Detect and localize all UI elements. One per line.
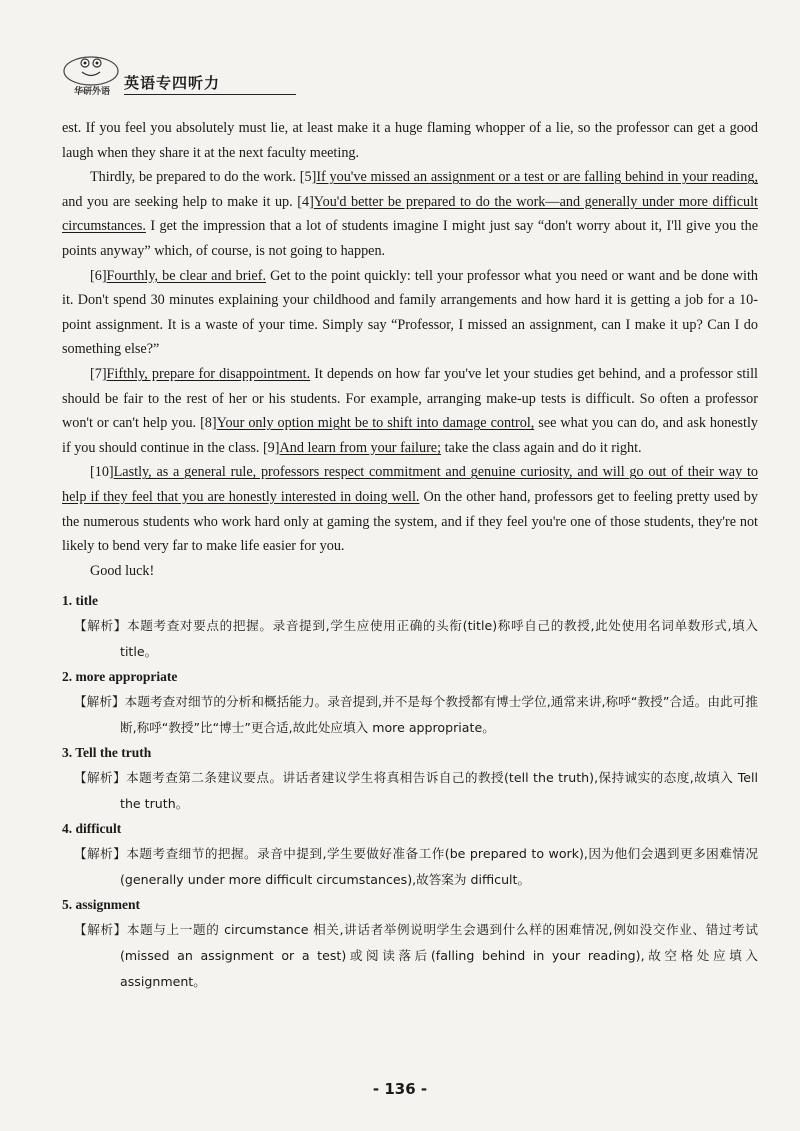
explanation-text: 本题考查对细节的分析和概括能力。录音提到,并不是每个教授都有博士学位,通常来讲,称呼“教授”合适。由此可推断,称呼“教授”比“博士”更合适,故此处应填入 more appropriate。: [120, 694, 759, 736]
passage-paragraph: [62, 559, 758, 584]
passage-paragraph: [62, 165, 758, 263]
answer-number: 5.: [62, 897, 73, 913]
underlined-key-sentence: Your only option might be to shift into damage control,: [216, 415, 535, 432]
answer-number: 3.: [62, 745, 73, 761]
explanation-tag: 【解析】: [74, 922, 127, 938]
explanation-text: 本题考查细节的把握。录音中提到,学生要做好准备工作(be prepared to work),因为他们会遇到更多困难情况(generally under more difficult circumstances),故答案为 difficult。: [120, 846, 758, 888]
underlined-key-sentence: You'd better be prepared to do the work—and generally under more difficult circumstances.: [62, 193, 758, 235]
passage-text-segment: Get to the point quickly: tell your professor what you need or want and be done with it. Don't spend 30 minutes explaining your childhood and family arrangements and how hard it is getting a job for a 10-point assignment. It is a waste of your time. Simply say “Professor, I missed an assignment, can I make it up? Can I do something else?”: [62, 267, 759, 358]
answer-explanation: [62, 841, 758, 893]
logo-text: 华研外语: [73, 87, 110, 97]
answer-word: title: [75, 593, 98, 609]
answer-explanation: [62, 613, 758, 665]
passage-text-segment: On the other hand, professors get to feeling pretty used by the numerous students who work hard only at gaming the system, and if they feel you're one of those students, they're not likely to bend very far to make life easier for you.: [62, 488, 758, 555]
passage-text-segment: [6]: [90, 267, 107, 284]
answer-heading: [62, 665, 758, 689]
passage-text-segment: est. If you feel you absolutely must lie, at least make it a huge flaming whopper of a lie, so the professor can get a good laugh when they share it at the next faculty meeting.: [62, 120, 758, 161]
passage-paragraph: [62, 264, 758, 362]
answer-word: assignment: [75, 897, 141, 913]
passage-paragraph: [62, 460, 758, 558]
underlined-key-sentence: Lastly, as a general rule, professors respect commitment and genuine curiosity, and will go out of their way to help if they feel that you are honestly interested in doing well.: [62, 464, 758, 505]
answer-explanation: [62, 917, 758, 995]
main-content: [62, 116, 758, 995]
explanation-tag: 【解析】: [74, 618, 127, 634]
underlined-key-sentence: And learn from your failure;: [279, 439, 442, 456]
explanation-text: 本题考查对要点的把握。录音提到,学生应使用正确的头衔(title)称呼自己的教授,此处使用名词单数形式,填入 title。: [120, 618, 758, 660]
answer-heading: [62, 893, 758, 917]
book-title: 英语专四听力: [124, 74, 221, 92]
answer-heading: [62, 741, 758, 765]
passage-text-segment: Thirdly, be prepared to do the work. [5]: [90, 169, 317, 186]
passage-text-segment: It depends on how far you've let your studies get behind, and a professor still should be fair to the rest of her or his students. For example, arranging make-up tests is difficult. So often a professor won't or can't help you. [8]: [62, 365, 758, 432]
page-number: - 136 -: [372, 1080, 428, 1098]
passage-text-segment: and you are seeking help to make it up. [4]: [62, 193, 314, 210]
passage-paragraph: [62, 116, 758, 165]
passage-paragraph: [62, 362, 758, 460]
answer-explanation: [62, 689, 758, 741]
answer-word: more appropriate: [75, 669, 178, 685]
explanation-text: 本题考查第二条建议要点。讲话者建议学生将真相告诉自己的教授(tell the truth),保持诚实的态度,故填入 Tell the truth。: [120, 770, 758, 812]
answer-number: 4.: [62, 821, 73, 837]
publisher-logo: [60, 52, 122, 98]
answer-explanation: [62, 765, 758, 817]
passage-text: [62, 116, 758, 583]
passage-text-segment: take the class again and do it right.: [441, 439, 642, 456]
frog-mascot-icon: [60, 52, 122, 86]
explanation-text: 本题与上一题的 circumstance 相关,讲话者举例说明学生会遇到什么样的困难情况,例如没交作业、错过考试(missed an assignment or a test)或阅读落后(falling behind in your reading),故空格处应填入 assignment。: [120, 922, 758, 990]
passage-text-segment: [7]: [90, 365, 107, 382]
answer-word: Tell the truth: [75, 745, 152, 761]
answer-number: 1.: [62, 593, 73, 609]
answer-word: difficult: [75, 821, 122, 837]
answer-key: [62, 589, 758, 995]
explanation-tag: 【解析】: [74, 770, 127, 786]
page-header: [60, 52, 760, 100]
passage-text-segment: see what you can do, and ask honestly if you should continue in the class. [9]: [62, 415, 758, 456]
passage-text-segment: [10]: [90, 464, 114, 481]
explanation-tag: 【解析】: [74, 846, 127, 862]
explanation-tag: 【解析】: [74, 694, 125, 710]
underlined-key-sentence: Fifthly, prepare for disappointment.: [106, 365, 311, 382]
underlined-key-sentence: Fourthly, be clear and brief.: [106, 267, 267, 284]
header-rule: [124, 94, 296, 95]
answer-number: 2.: [62, 669, 73, 685]
underlined-key-sentence: If you've missed an assignment or a test or are falling behind in your reading,: [316, 169, 758, 186]
passage-text-segment: Good luck!: [90, 562, 155, 579]
answer-heading: [62, 817, 758, 841]
passage-text-segment: I get the impression that a lot of students imagine I might just say “don't worry about it, I'll give you the points anyway” which, of course, is not going to happen.: [62, 218, 758, 259]
answer-heading: [62, 589, 758, 613]
